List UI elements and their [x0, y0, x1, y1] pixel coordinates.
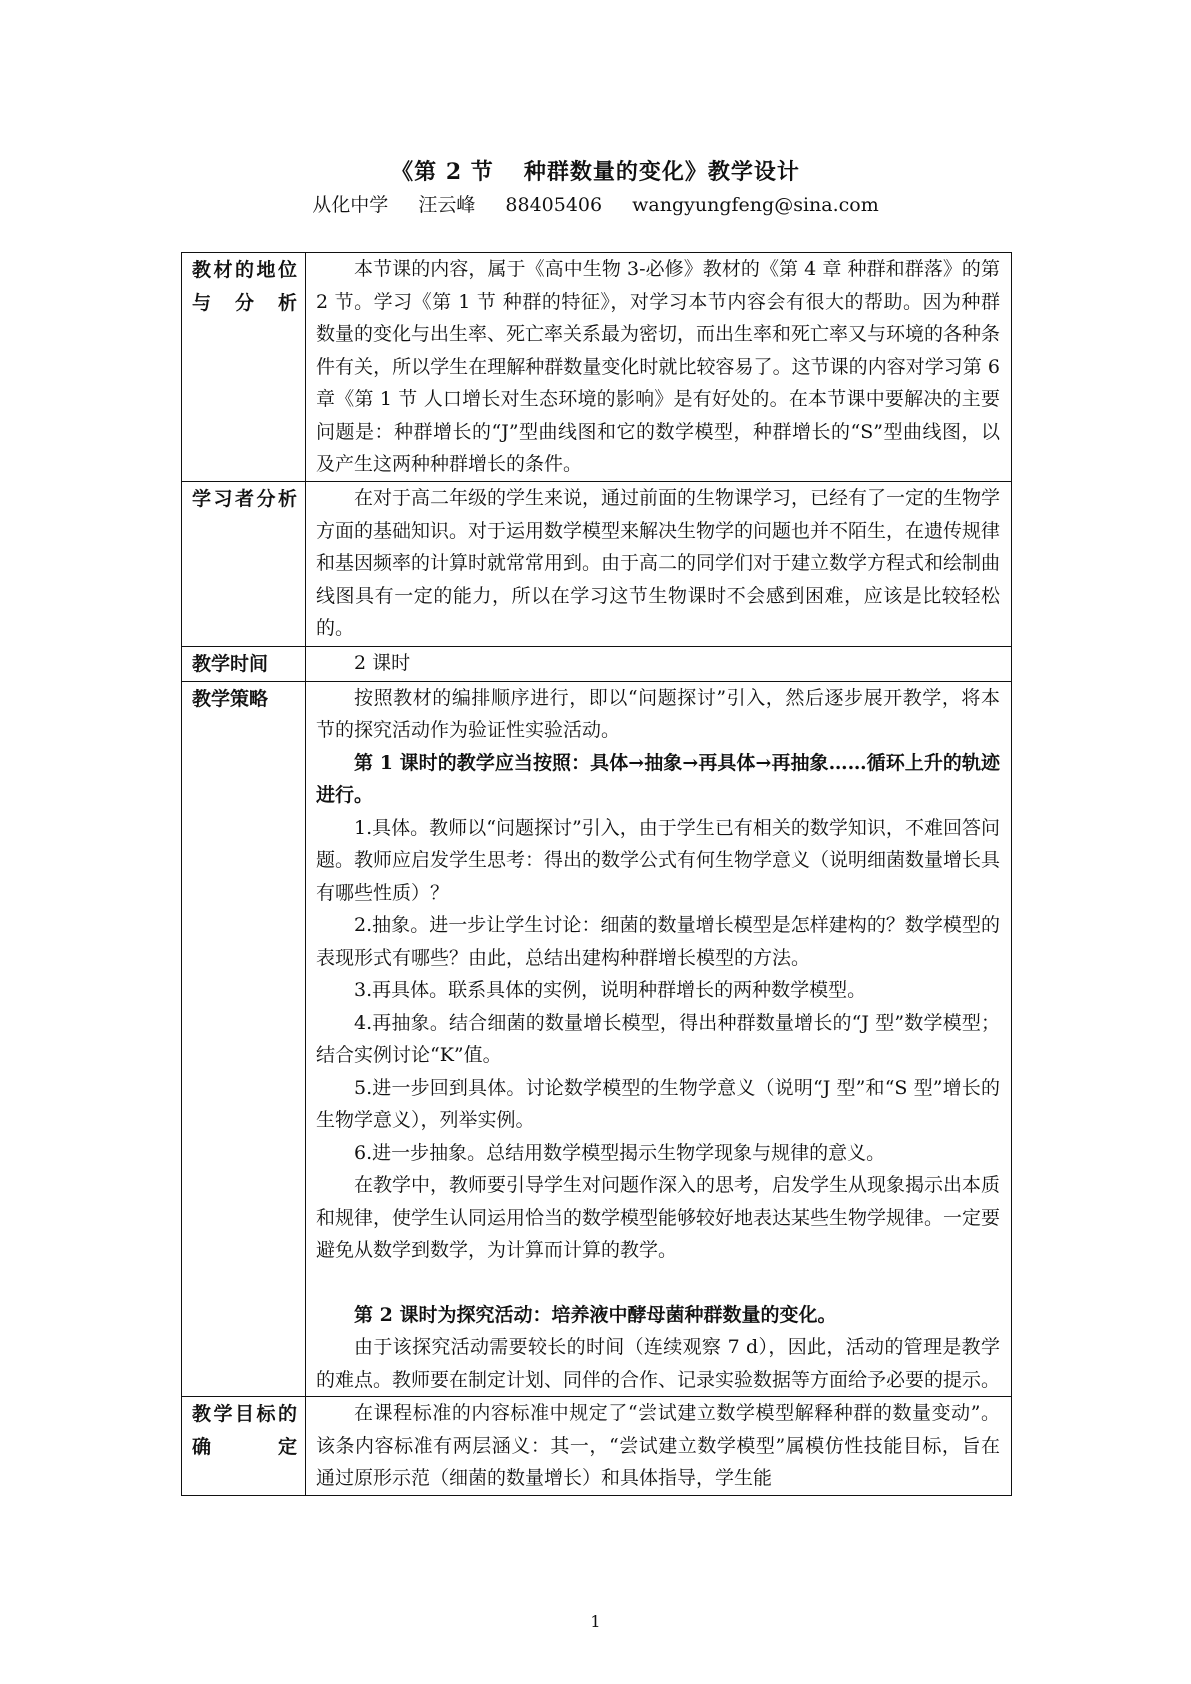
strategy-heading-lesson-2: 第 2 课时为探究活动：培养液中酵母菌种群数量的变化。 [354, 1303, 837, 1326]
page-number: 1 [590, 1612, 601, 1631]
strategy-step-4: 4.再抽象。结合细菌的数量增长模型，得出种群数量增长的“J 型”数学模型；结合实例讨论“K”值。 [316, 1011, 1000, 1066]
row-content-time [306, 647, 1012, 682]
blank-line [316, 1267, 1000, 1299]
row-content-goals [306, 1397, 1012, 1496]
table-row-time [182, 647, 1012, 682]
goals-paragraph: 在课程标准的内容标准中规定了“尝试建立数学模型解释种群的数量变动”。该条内容标准有两层涵义：其一，“尝试建立数学模型”属模仿性技能目标，旨在通过原形示范（细菌的数量增长）和具体指导，学生能 [316, 1402, 1000, 1489]
row-label-goals: 教学目标的确定 [182, 1397, 306, 1496]
row-label-position: 教材的地位与分析 [182, 253, 306, 482]
time-value: 2 课时 [354, 652, 411, 674]
strategy-paragraph: 由于该探究活动需要较长的时间（连续观察 7 d），因此，活动的管理是教学的难点。教师要在制定计划、同伴的合作、记录实验数据等方面给予必要的提示。 [316, 1336, 1001, 1391]
strategy-heading-lesson-1: 第 1 课时的教学应当按照：具体→抽象→再具体→再抽象……循环上升的轨迹进行。 [316, 751, 1000, 806]
learners-paragraph: 在对于高二年级的学生来说，通过前面的生物课学习，已经有了一定的生物学方面的基础知识。对于运用数学模型来解决生物学的问题也并不陌生，在遗传规律和基因频率的计算时就常常用到。由于高二的同学们对于建立数学方程式和绘制曲线图具有一定的能力，所以在学习这节生物课时不会感到困难，应该是比较轻松的。 [316, 487, 1001, 639]
phone-number: 88405406 [505, 194, 603, 216]
strategy-paragraph: 按照教材的编排顺序进行，即以“问题探讨”引入，然后逐步展开教学，将本节的探究活动作为验证性实验活动。 [316, 686, 1000, 741]
lesson-design-table [181, 252, 1012, 1496]
table-row-strategy [182, 681, 1012, 1397]
row-content-position [306, 253, 1012, 482]
table-row-learners [182, 482, 1012, 647]
row-label-strategy: 教学策略 [182, 681, 306, 1397]
row-label-time: 教学时间 [182, 647, 306, 682]
strategy-step-6: 6.进一步抽象。总结用数学模型揭示生物学现象与规律的意义。 [354, 1141, 886, 1164]
school-name: 从化中学 [312, 194, 389, 216]
title-part-2: 种群数量的变化》教学设计 [523, 159, 800, 185]
page-title [0, 155, 1191, 186]
table-row-position [182, 253, 1012, 482]
author-line [0, 190, 1191, 217]
row-label-learners: 学习者分析 [182, 482, 306, 647]
table-row-goals [182, 1397, 1012, 1496]
strategy-paragraph: 在教学中，教师要引导学生对问题作深入的思考，启发学生从现象揭示出本质和规律，使学生认同运用恰当的数学模型能够较好地表达某些生物学规律。一定要避免从数学到数学，为计算而计算的教学。 [316, 1174, 1001, 1261]
strategy-step-1: 1.具体。教师以“问题探讨”引入，由于学生已有相关的数学知识，不难回答问题。教师应启发学生思考：得出的数学公式有何生物学意义（说明细菌数量增长具有哪些性质）？ [316, 816, 1001, 904]
title-part-1: 《第 2 节 [391, 159, 494, 185]
position-paragraph: 本节课的内容，属于《高中生物 3-必修》教材的《第 4 章 种群和群落》的第 2 节。学习《第 1 节 种群的特征》，对学习本节内容会有很大的帮助。因为种群数量的变化与出生率、死亡率关系最为密切，而出生率和死亡率又与环境的各种条件有关，所以学生在理解种群数量变化时就比较容易了。这节课的内容对学习第 6 章《第 1 节 人口增长对生态环境的影响》是有好处的。在本节课中要解决的主要问题是：种群增长的“J”型曲线图和它的数学模型，种群增长的“S”型曲线图，以及产生这两种种群增长的条件。 [316, 258, 1001, 475]
email-address: wangyungfeng@sina.com [632, 194, 879, 216]
strategy-step-5: 5.进一步回到具体。讨论数学模型的生物学意义（说明“J 型”和“S 型”增长的生物学意义），列举实例。 [316, 1076, 1000, 1131]
row-content-learners [306, 482, 1012, 647]
strategy-step-3: 3.再具体。联系具体的实例，说明种群增长的两种数学模型。 [354, 979, 867, 1001]
strategy-step-2: 2.抽象。进一步让学生讨论：细菌的数量增长模型是怎样建构的？数学模型的表现形式有哪些？由此，总结出建构种群增长模型的方法。 [316, 914, 1000, 969]
author-name: 汪云峰 [418, 194, 476, 216]
row-content-strategy [306, 681, 1012, 1397]
